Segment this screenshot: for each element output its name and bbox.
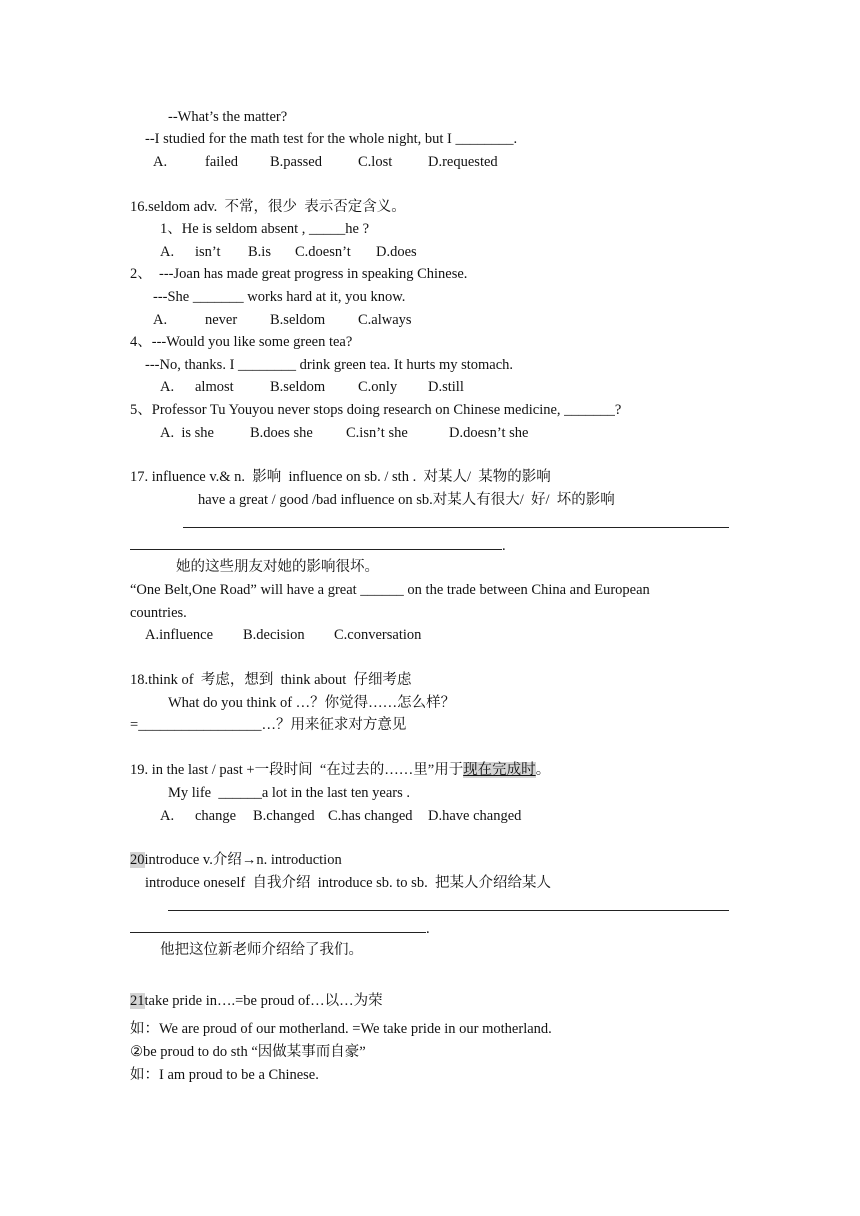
s18-line-2: =_________________…？用来征求对方意见 xyxy=(130,717,407,733)
s17-question-line-1: “One Belt,One Road” will have a great ______ on the trade between China and European xyxy=(130,582,650,598)
s20-answer-end: . xyxy=(426,921,430,937)
s15-option-c: C.lost xyxy=(358,154,393,170)
s16-q2-question: 2、 ---Joan has made great progress in speaking Chinese. xyxy=(130,266,468,282)
s15-question: --What’s the matter? xyxy=(168,109,288,125)
s17-chinese-sentence: 她的这些朋友对她的影响很坏。 xyxy=(176,559,379,575)
s18-title: 18.think of 考虑，想到 think about 仔细考虑 xyxy=(130,672,412,688)
s19-option-d: D.have changed xyxy=(428,808,522,824)
s16-q4-option-a: almost xyxy=(195,379,234,395)
s17-option-b: B.decision xyxy=(243,627,305,643)
s15-option-a: failed xyxy=(205,154,239,170)
s18-line-1: What do you think of …？你觉得……怎么样？ xyxy=(168,695,456,711)
s17-answer-end: . xyxy=(502,538,506,554)
s20-answer-line-2 xyxy=(130,932,426,933)
s20-subtitle: introduce oneself 自我介绍 introduce sb. to sb. 把某人介绍给某人 xyxy=(145,875,551,891)
s19-option-c: C.has changed xyxy=(328,808,413,824)
s16-title: 16.seldom adv. 不常，很少 表示否定含义。 xyxy=(130,199,406,215)
s16-q2-answer: ---She _______ works hard at it, you know. xyxy=(153,289,406,305)
s16-q4-option-c: C.only xyxy=(358,379,398,395)
s16-q4-answer: ---No, thanks. I ________ drink green tea. It hurts my stomach. xyxy=(145,357,514,373)
s16-q2-option-c: C.always xyxy=(358,312,412,328)
s19-option-a-label: A. xyxy=(160,808,175,824)
s21-example-2: 如：I am proud to be a Chinese. xyxy=(130,1067,319,1083)
s16-q5-option-a: A. is she xyxy=(160,425,214,441)
s16-q2-option-a-label: A. xyxy=(153,312,168,328)
s15-option-d: D.requested xyxy=(428,154,498,170)
s17-answer-line-2 xyxy=(130,549,502,550)
s17-subtitle: have a great / good /bad influence on sb.对某人有很大/ 好/ 坏的影响 xyxy=(198,492,615,508)
s17-option-a: A.influence xyxy=(145,627,214,643)
s16-q4-question: 4、---Would you like some green tea? xyxy=(130,334,353,350)
s16-q2-option-b: B.seldom xyxy=(270,312,326,328)
s16-q5-option-b: B.does she xyxy=(250,425,313,441)
s16-q1-option-b: B.is xyxy=(248,244,271,260)
s16-q4-option-b: B.seldom xyxy=(270,379,326,395)
s20-title: 20introduce v.介绍→n. introduction xyxy=(130,852,342,868)
s20-number: 20 xyxy=(130,852,145,868)
s21-number: 21 xyxy=(130,993,145,1009)
s21-title: 21take pride in….=be proud of…以…为荣 xyxy=(130,993,383,1009)
s20-chinese-sentence: 他把这位新老师介绍给了我们。 xyxy=(160,942,363,958)
s15-option-b: B.passed xyxy=(270,154,322,170)
s19-option-a: change xyxy=(195,808,237,824)
s17-title: 17. influence v.& n. 影响 influence on sb. / sth . 对某人/ 某物的影响 xyxy=(130,469,551,485)
s15-option-a-label: A. xyxy=(153,154,168,170)
s16-q1-blank: _____ xyxy=(309,221,346,237)
s19-question: My life ______a lot in the last ten years . xyxy=(168,785,411,801)
s21-example-1: 如：We are proud of our motherland. =We take pride in our motherland. xyxy=(130,1021,552,1037)
s15-answer: --I studied for the math test for the whole night, but I ________. xyxy=(145,131,518,147)
s17-question-line-2: countries. xyxy=(130,605,187,621)
s17-answer-line-1 xyxy=(183,527,729,528)
s16-q4-option-a-label: A. xyxy=(160,379,175,395)
s16-q1-option-a: isn’t xyxy=(195,244,221,260)
s16-q1-option-d: D.does xyxy=(376,244,417,260)
s16-q5-option-d: D.doesn’t she xyxy=(449,425,529,441)
s18-blank: _________________ xyxy=(138,717,262,733)
s19-blank: ______ xyxy=(218,785,262,801)
s16-q5-question: 5、Professor Tu Youyou never stops doing research on Chinese medicine, _______? xyxy=(130,402,622,418)
s16-q5-option-c: C.isn’t she xyxy=(346,425,408,441)
s19-option-b: B.changed xyxy=(253,808,315,824)
s20-answer-line-1 xyxy=(168,910,729,911)
s16-q1: 1、He is seldom absent , _____he ? xyxy=(160,221,370,237)
s16-q4-option-d: D.still xyxy=(428,379,464,395)
s19-title: 19. in the last / past +一段时间 “在过去的……里”用于现在完成时。 xyxy=(130,762,551,778)
s17-option-c: C.conversation xyxy=(334,627,422,643)
s19-highlighted-term: 现在完成时 xyxy=(463,762,536,778)
s16-q2-option-a: never xyxy=(205,312,238,328)
s21-usage-2: ②be proud to do sth “因做某事而自豪” xyxy=(130,1044,366,1060)
s16-q1-option-c: C.doesn’t xyxy=(295,244,351,260)
s16-q1-option-a-label: A. xyxy=(160,244,175,260)
